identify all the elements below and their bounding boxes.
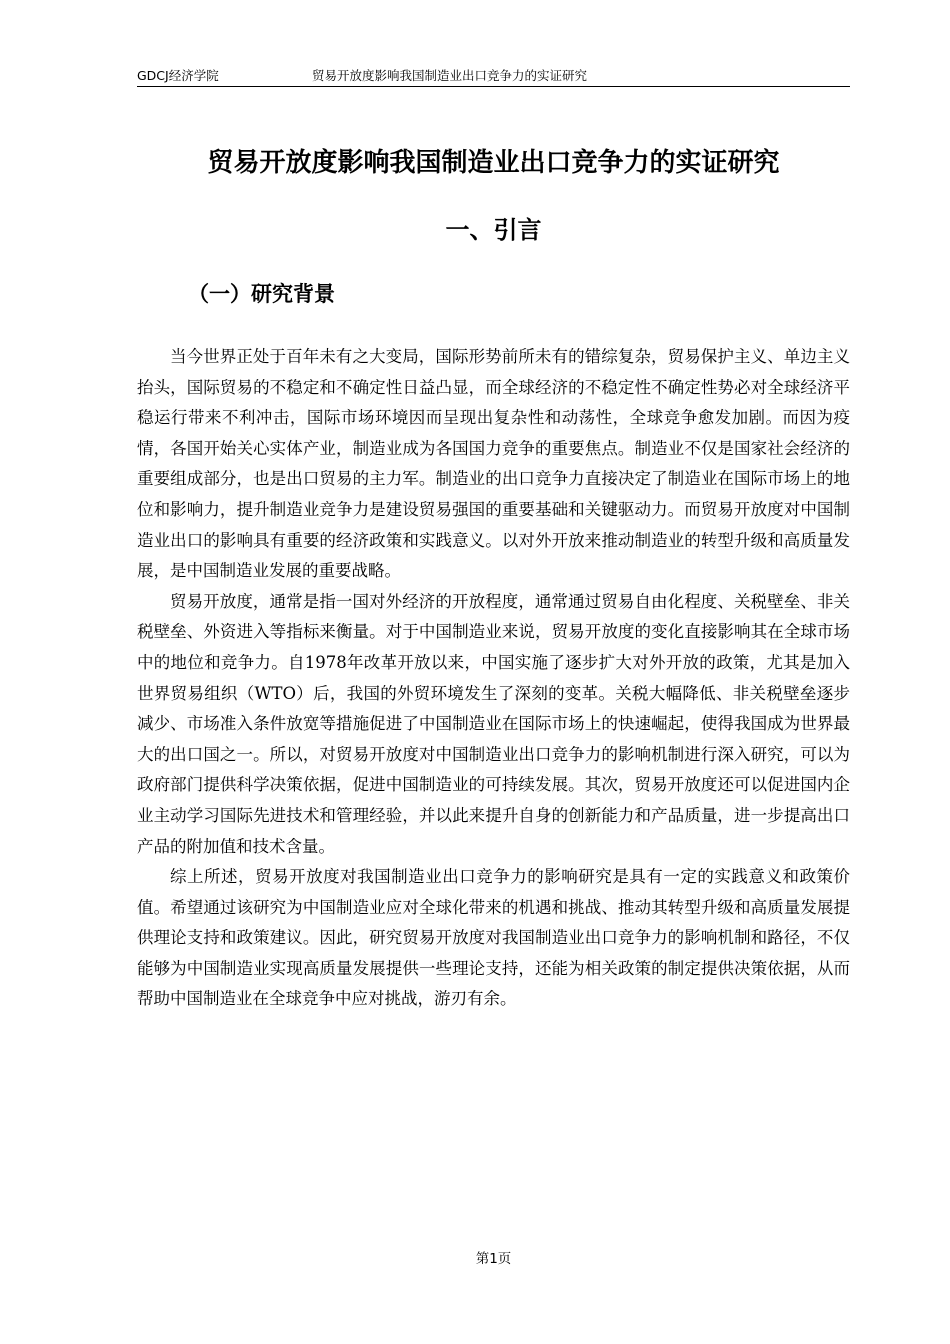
body-text xyxy=(137,342,850,1015)
paragraph: 综上所述，贸易开放度对我国制造业出口竞争力的影响研究是具有一定的实践意义和政策价值。希望通过该研究为中国制造业应对全球化带来的机遇和挑战、推动其转型升级和高质量发展提供理论支持和政策建议。因此，研究贸易开放度对我国制造业出口竞争力的影响机制和路径，不仅能够为中国制造业实现高质量发展提供一些理论支持，还能为相关政策的制定提供决策依据，从而帮助中国制造业在全球竞争中应对挑战，游刃有余。 xyxy=(137,867,850,1009)
page-number: 第1页 xyxy=(475,1251,512,1267)
header-document-title: 贸易开放度影响我国制造业出口竞争力的实证研究 xyxy=(312,68,588,83)
subsection-heading: （一）研究背景 xyxy=(188,282,335,306)
section-heading: 一、引言 xyxy=(445,216,542,244)
page-header xyxy=(137,66,850,87)
document-title: 贸易开放度影响我国制造业出口竞争力的实证研究 xyxy=(207,148,780,178)
header-school-name: GDCJ经济学院 xyxy=(137,68,219,83)
paragraph: 贸易开放度，通常是指一国对外经济的开放程度，通常通过贸易自由化程度、关税壁垒、非关税壁垒、外资进入等指标来衡量。对于中国制造业来说，贸易开放度的变化直接影响其在全球市场中的地位和竞争力。自1978年改革开放以来，中国实施了逐步扩大对外开放的政策，尤其是加入世界贸易组织（WTO）后，我国的外贸环境发生了深刻的变革。关税大幅降低、非关税壁垒逐步减少、市场准入条件放宽等措施促进了中国制造业在国际市场上的快速崛起，使得我国成为世界最大的出口国之一。所以，对贸易开放度对中国制造业出口竞争力的影响机制进行深入研究，可以为政府部门提供科学决策依据，促进中国制造业的可持续发展。其次，贸易开放度还可以促进国内企业主动学习国际先进技术和管理经验，并以此来提升自身的创新能力和产品质量，进一步提高出口产品的附加值和技术含量。 xyxy=(137,591,850,856)
paragraph: 当今世界正处于百年未有之大变局，国际形势前所未有的错综复杂，贸易保护主义、单边主义抬头，国际贸易的不稳定和不确定性日益凸显，而全球经济的不稳定性不确定性势必对全球经济平稳运行带来不利冲击，国际市场环境因而呈现出复杂性和动荡性，全球竞争愈发加剧。而因为疫情，各国开始关心实体产业，制造业成为各国国力竞争的重要焦点。制造业不仅是国家社会经济的重要组成部分，也是出口贸易的主力军。制造业的出口竞争力直接决定了制造业在国际市场上的地位和影响力，提升制造业竞争力是建设贸易强国的重要基础和关键驱动力。而贸易开放度对中国制造业出口的影响具有重要的经济政策和实践意义。以对外开放来推动制造业的转型升级和高质量发展，是中国制造业发展的重要战略。 xyxy=(137,347,850,581)
